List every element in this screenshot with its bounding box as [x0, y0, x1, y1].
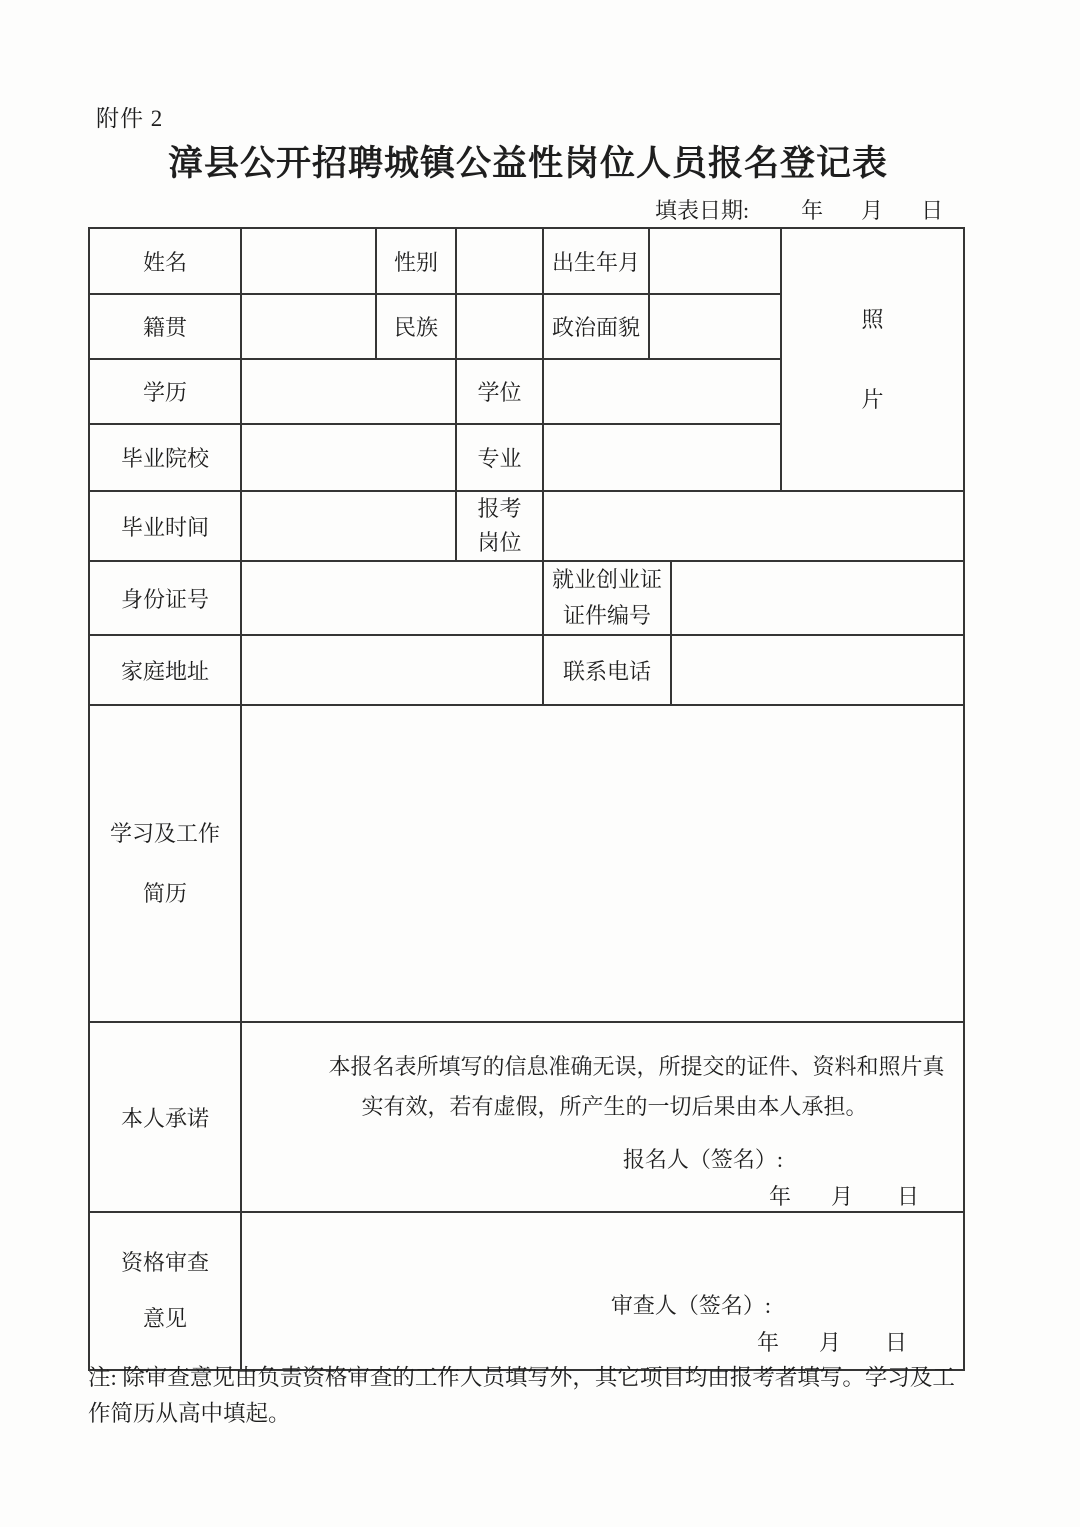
table-row	[89, 705, 964, 1022]
id-number-value-cell	[241, 561, 543, 635]
birth-date-value-cell	[649, 228, 781, 294]
applicant-signature-date	[242, 1180, 963, 1211]
major-value-cell	[543, 424, 781, 491]
fill-date-line	[655, 194, 943, 225]
ethnicity-value-cell	[456, 294, 543, 359]
fill-date-year: 年	[801, 198, 824, 223]
applicant-signature-label: 报名人（签名）:	[622, 1147, 783, 1172]
resume-content-cell	[241, 705, 964, 1022]
reviewer-signature-date	[242, 1326, 963, 1357]
name-value-cell	[241, 228, 376, 294]
gender-value-cell	[456, 228, 543, 294]
home-address-label-cell: 家庭地址	[89, 635, 241, 705]
birth-date-label-cell: 出生年月	[543, 228, 649, 294]
applied-position-label-cell	[456, 491, 543, 561]
applicant-date-day: 日	[896, 1184, 919, 1209]
applicant-date-year: 年	[768, 1184, 791, 1209]
education-value-cell	[241, 359, 456, 424]
reviewer-date-year: 年	[756, 1330, 779, 1355]
review-label: 资格审查意见	[120, 1250, 209, 1331]
degree-value-cell	[543, 359, 781, 424]
name-label-cell: 姓名	[89, 228, 241, 294]
political-status-label-cell: 政治面貌	[543, 294, 649, 359]
employment-cert-value-cell	[671, 561, 964, 635]
home-address-value-cell	[241, 635, 543, 705]
attachment-label: 附件 2	[96, 106, 164, 131]
graduation-date-label-cell: 毕业时间	[89, 491, 241, 561]
id-number-label-cell: 身份证号	[89, 561, 241, 635]
gender-label-cell: 性别	[376, 228, 456, 294]
fill-date-label: 填表日期:	[655, 198, 750, 223]
fill-date-day: 日	[921, 198, 944, 223]
commitment-label-cell: 本人承诺	[89, 1022, 241, 1212]
degree-label-cell: 学位	[456, 359, 543, 424]
review-signature-block	[242, 1215, 963, 1367]
graduation-date-value-cell	[241, 491, 456, 561]
education-label-cell: 学历	[89, 359, 241, 424]
phone-value-cell	[671, 635, 964, 705]
commitment-content-cell	[241, 1022, 964, 1212]
photo-label: 照片	[861, 306, 884, 412]
major-label-cell: 专业	[456, 424, 543, 491]
resume-label: 学习及工作简历	[109, 820, 220, 906]
review-label-cell	[89, 1212, 241, 1370]
ethnicity-label-cell: 民族	[376, 294, 456, 359]
fill-date-month: 月	[861, 198, 884, 223]
native-place-value-cell	[241, 294, 376, 359]
applied-position-label: 报考岗位	[477, 496, 522, 555]
commitment-statement: 本报名表所填写的信息准确无误，所提交的证件、资料和照片真实有效，若有虚假，所产生的一切后果由本人承担。	[328, 1054, 945, 1119]
reviewer-date-month: 月	[818, 1330, 841, 1355]
page-title: 漳县公开招聘城镇公益性岗位人员报名登记表	[167, 144, 888, 183]
table-row	[89, 228, 964, 294]
footnote: 注: 除审查意见由负责资格审查的工作人员填写外，其它项目均由报考者填写。学习及工作简历从高中填起。	[88, 1365, 955, 1426]
table-row	[89, 1022, 964, 1212]
native-place-label-cell: 籍贯	[89, 294, 241, 359]
table-row	[89, 561, 964, 635]
applied-position-value-cell	[543, 491, 964, 561]
applicant-date-month: 月	[830, 1184, 853, 1209]
review-content-cell	[241, 1212, 964, 1370]
employment-cert-label-cell	[543, 561, 671, 635]
political-status-value-cell	[649, 294, 781, 359]
resume-label-cell	[89, 705, 241, 1022]
table-row	[89, 635, 964, 705]
registration-form-table	[88, 227, 965, 1371]
reviewer-signature-label: 审查人（签名）:	[610, 1293, 771, 1318]
photo-cell	[781, 228, 964, 491]
reviewer-date-day: 日	[884, 1330, 907, 1355]
table-row	[89, 491, 964, 561]
table-row	[89, 1212, 964, 1370]
phone-label-cell: 联系电话	[543, 635, 671, 705]
graduate-school-label-cell: 毕业院校	[89, 424, 241, 491]
graduate-school-value-cell	[241, 424, 456, 491]
employment-cert-label: 就业创业证证件编号	[551, 567, 662, 628]
